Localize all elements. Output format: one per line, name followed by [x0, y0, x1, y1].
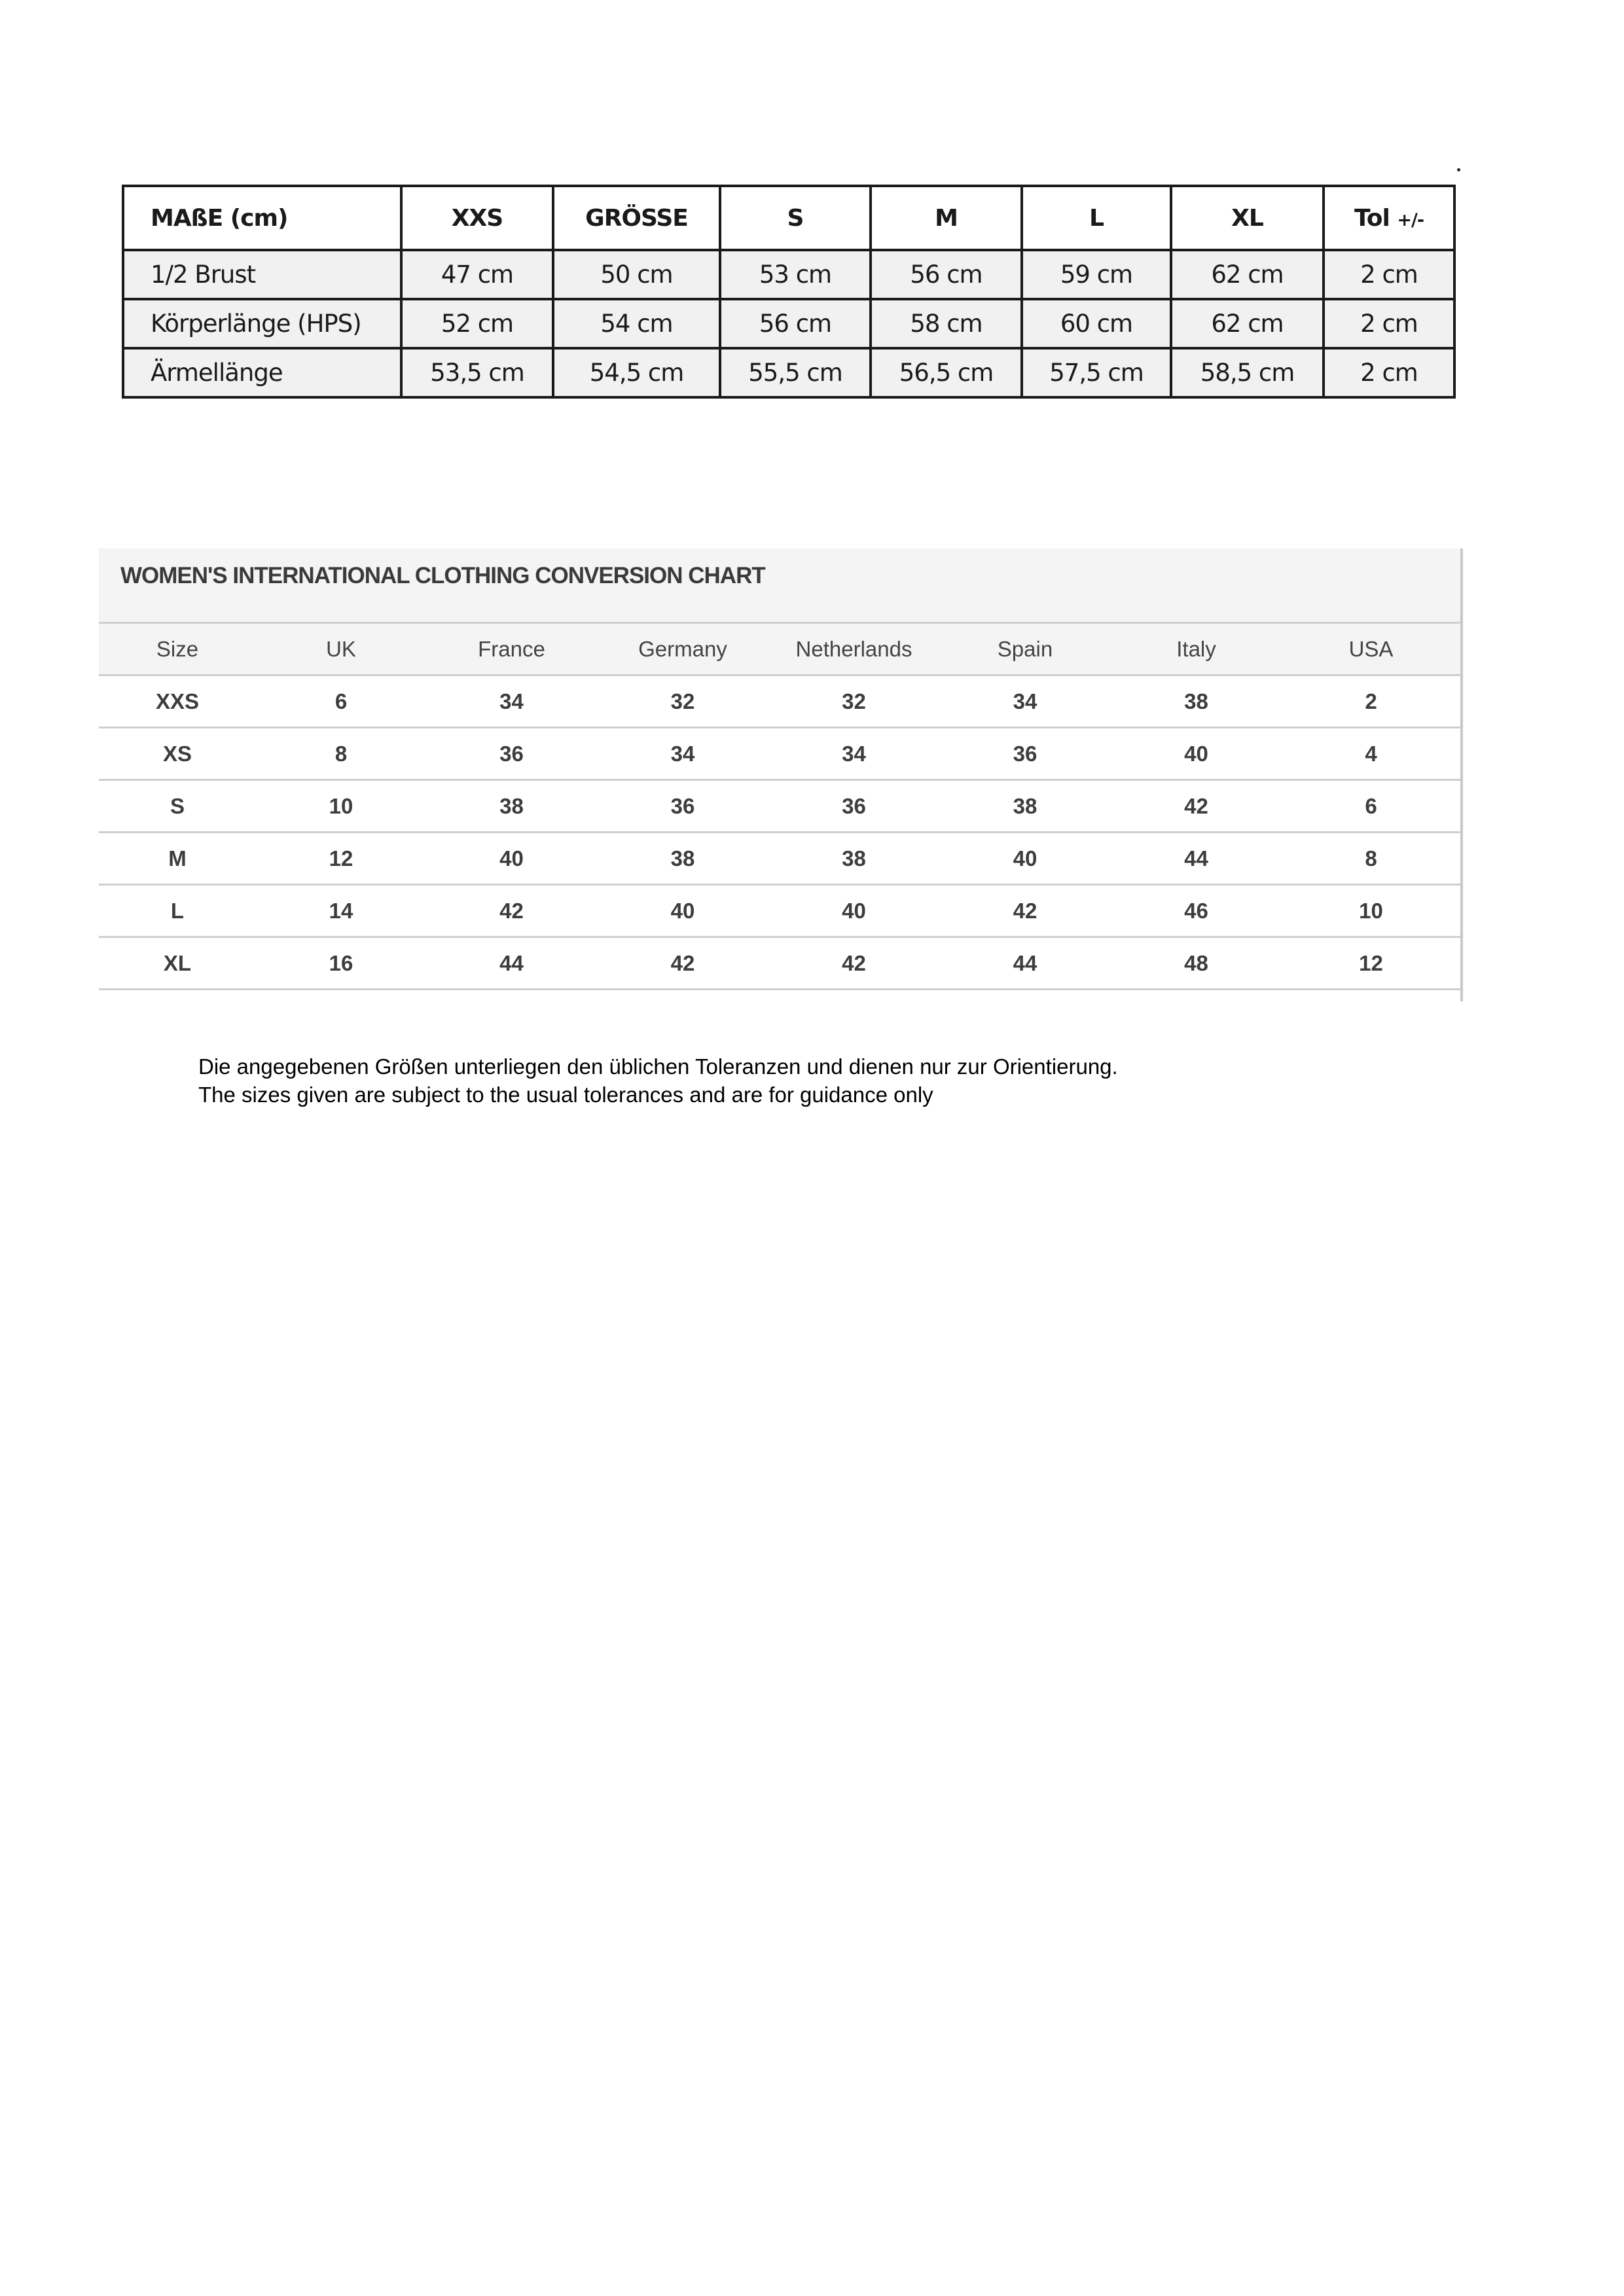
table-cell: 52 cm	[401, 299, 553, 348]
table-cell: 40	[939, 833, 1111, 885]
measurements-row-koerperlaenge	[123, 299, 1454, 348]
table-cell: 53 cm	[720, 250, 871, 299]
header-masse: MAßE (cm)	[123, 186, 401, 250]
table-cell: 8	[1282, 833, 1460, 885]
row-label: Ärmellänge	[123, 348, 401, 397]
table-cell: 44	[939, 937, 1111, 990]
table-cell: 2	[1282, 675, 1460, 728]
column-header-france: France	[426, 624, 597, 675]
table-cell: 42	[1111, 780, 1282, 833]
column-header-usa: USA	[1282, 624, 1460, 675]
row-label: Körperlänge (HPS)	[123, 299, 401, 348]
header-groesse: GRÖSSE	[553, 186, 720, 250]
table-cell: 42	[597, 937, 768, 990]
table-cell: XL	[99, 937, 256, 990]
table-cell: 34	[426, 675, 597, 728]
conversion-table	[99, 624, 1460, 990]
measurements-table	[122, 185, 1456, 399]
table-cell: L	[99, 885, 256, 937]
table-cell: 32	[768, 675, 939, 728]
table-cell: 32	[597, 675, 768, 728]
table-cell: 16	[256, 937, 426, 990]
table-cell: 36	[939, 728, 1111, 780]
table-cell: 42	[426, 885, 597, 937]
conversion-chart	[99, 548, 1463, 1001]
table-cell: 46	[1111, 885, 1282, 937]
table-cell: 2 cm	[1324, 250, 1454, 299]
table-cell: 14	[256, 885, 426, 937]
table-cell: 12	[1282, 937, 1460, 990]
table-cell: 6	[1282, 780, 1460, 833]
table-cell: 48	[1111, 937, 1282, 990]
table-cell: XXS	[99, 675, 256, 728]
table-cell: 54 cm	[553, 299, 720, 348]
header-s: S	[720, 186, 871, 250]
table-cell: 54,5 cm	[553, 348, 720, 397]
header-xxs: XXS	[401, 186, 553, 250]
table-cell: M	[99, 833, 256, 885]
table-cell: 40	[768, 885, 939, 937]
conversion-header-row	[99, 624, 1460, 675]
table-cell: 62 cm	[1171, 250, 1324, 299]
table-row	[99, 728, 1460, 780]
column-header-netherlands: Netherlands	[768, 624, 939, 675]
table-cell: 10	[1282, 885, 1460, 937]
measurements-row-aermellaenge	[123, 348, 1454, 397]
table-cell: 57,5 cm	[1022, 348, 1171, 397]
table-cell: 34	[597, 728, 768, 780]
table-cell: 40	[426, 833, 597, 885]
table-cell: 55,5 cm	[720, 348, 871, 397]
tolerance-label: Tol	[1354, 204, 1390, 232]
measurements-row-brust	[123, 250, 1454, 299]
table-cell: 53,5 cm	[401, 348, 553, 397]
table-cell: 59 cm	[1022, 250, 1171, 299]
column-header-spain: Spain	[939, 624, 1111, 675]
table-cell: 56 cm	[720, 299, 871, 348]
table-cell: 6	[256, 675, 426, 728]
table-row	[99, 833, 1460, 885]
table-cell: 34	[768, 728, 939, 780]
tolerance-suffix: +/-	[1397, 209, 1424, 230]
measurements-header-row	[123, 186, 1454, 250]
table-cell: 56 cm	[871, 250, 1022, 299]
table-cell: 62 cm	[1171, 299, 1324, 348]
table-cell: 38	[1111, 675, 1282, 728]
header-tolerance	[1324, 186, 1454, 250]
header-m: M	[871, 186, 1022, 250]
table-cell: 38	[597, 833, 768, 885]
chart-title: WOMEN'S INTERNATIONAL CLOTHING CONVERSION CHART	[120, 563, 765, 588]
table-row	[99, 885, 1460, 937]
table-cell: 44	[1111, 833, 1282, 885]
stray-dot	[1457, 168, 1460, 171]
row-label: 1/2 Brust	[123, 250, 401, 299]
table-cell: 36	[597, 780, 768, 833]
table-cell: S	[99, 780, 256, 833]
table-cell: 4	[1282, 728, 1460, 780]
note-line-english: The sizes given are subject to the usual tolerances and are for guidance only	[198, 1083, 933, 1107]
table-row	[99, 675, 1460, 728]
table-cell: XS	[99, 728, 256, 780]
table-cell: 38	[939, 780, 1111, 833]
table-cell: 10	[256, 780, 426, 833]
table-cell: 42	[768, 937, 939, 990]
column-header-italy: Italy	[1111, 624, 1282, 675]
table-cell: 2 cm	[1324, 299, 1454, 348]
table-cell: 40	[1111, 728, 1282, 780]
table-cell: 56,5 cm	[871, 348, 1022, 397]
table-cell: 36	[768, 780, 939, 833]
table-row	[99, 780, 1460, 833]
header-l: L	[1022, 186, 1171, 250]
table-cell: 8	[256, 728, 426, 780]
table-cell: 42	[939, 885, 1111, 937]
table-cell: 34	[939, 675, 1111, 728]
table-cell: 44	[426, 937, 597, 990]
column-header-germany: Germany	[597, 624, 768, 675]
table-cell: 38	[426, 780, 597, 833]
table-cell: 50 cm	[553, 250, 720, 299]
header-xl: XL	[1171, 186, 1324, 250]
table-cell: 58 cm	[871, 299, 1022, 348]
table-cell: 58,5 cm	[1171, 348, 1324, 397]
column-header-uk: UK	[256, 624, 426, 675]
table-cell: 40	[597, 885, 768, 937]
table-cell: 2 cm	[1324, 348, 1454, 397]
tolerance-note	[198, 1052, 1118, 1109]
note-line-german: Die angegebenen Größen unterliegen den üblichen Toleranzen und dienen nur zur Orientierung.	[198, 1054, 1118, 1079]
table-cell: 47 cm	[401, 250, 553, 299]
column-header-size: Size	[99, 624, 256, 675]
table-cell: 12	[256, 833, 426, 885]
table-cell: 38	[768, 833, 939, 885]
table-cell: 60 cm	[1022, 299, 1171, 348]
chart-title-bar	[99, 548, 1460, 624]
table-cell: 36	[426, 728, 597, 780]
table-row	[99, 937, 1460, 990]
